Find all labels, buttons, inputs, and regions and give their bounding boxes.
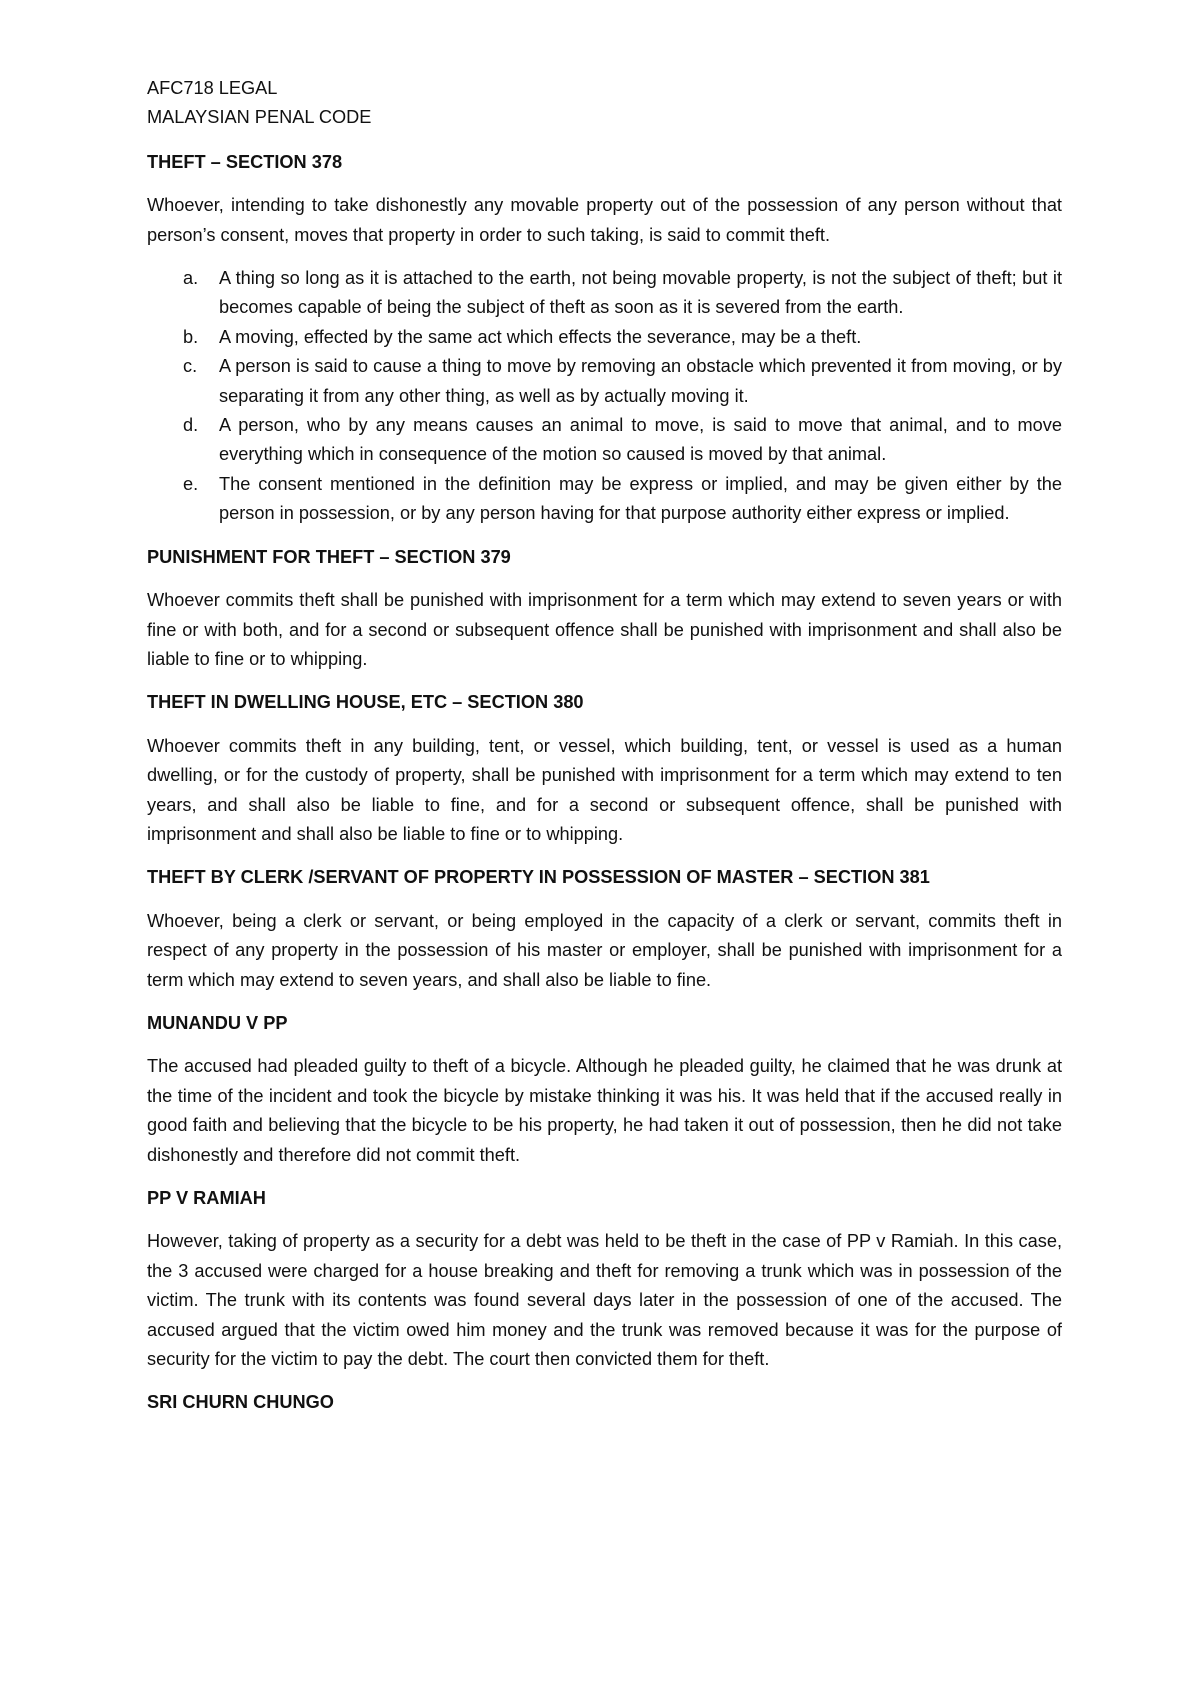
case-sri-churn-heading: SRI CHURN CHUNGO (147, 1392, 334, 1413)
explanation-item (147, 323, 1062, 352)
case-munandu-heading: MUNANDU V PP (147, 1012, 288, 1033)
explanation-marker: a. (183, 268, 199, 289)
explanation-item (147, 264, 1062, 323)
section-378-heading: THEFT – SECTION 378 (147, 151, 343, 172)
explanation-text: The consent mentioned in the definition may be express or implied, and may be given either by the person in possession, or by any person having for that purpose authority either express or implied. (219, 473, 1062, 524)
section-380-body: Whoever commits theft in any building, tent, or vessel, which building, tent, or vessel is used as a human dwelling, or for the custody of property, shall be punished with imprisonment for a term which may extend to ten years, and shall also be liable to fine, and for a second or subsequent offence, shall be punished with imprisonment and shall also be liable to fine or to whipping. (147, 735, 1062, 844)
document-subject: MALAYSIAN PENAL CODE (147, 107, 372, 128)
section-381-heading: THEFT BY CLERK /SERVANT OF PROPERTY IN POSSESSION OF MASTER – SECTION 381 (147, 867, 930, 888)
explanation-text: A person, who by any means causes an animal to move, is said to move that animal, and to move everything which in consequence of the motion so caused is moved by that animal. (219, 415, 1062, 465)
explanation-item (147, 352, 1062, 411)
section-381-body: Whoever, being a clerk or servant, or being employed in the capacity of a clerk or servant, commits theft in respect of any property in the possession of his master or employer, shall be punished with imprisonment for a term which may extend to seven years, and shall also be liable to fine. (147, 910, 1062, 990)
explanation-text: A thing so long as it is attached to the earth, not being movable property, is not the subject of theft; but it becomes capable of being the subject of theft as soon as it is severed from the earth. (219, 268, 1062, 318)
explanation-text: A moving, effected by the same act which effects the severance, may be a theft. (219, 326, 862, 347)
section-379-body: Whoever commits theft shall be punished with imprisonment for a term which may extend to seven years or with fine or with both, and for a second or subsequent offence shall be punished with imprisonment and shall also be liable to fine or to whipping. (147, 590, 1062, 669)
explanation-marker: c. (183, 356, 198, 377)
explanation-marker: b. (183, 326, 199, 347)
explanation-marker: d. (183, 415, 199, 436)
explanation-item (147, 470, 1062, 529)
document-page (147, 74, 1062, 1418)
course-code: AFC718 LEGAL (147, 78, 278, 98)
explanation-marker: e. (183, 473, 199, 494)
case-munandu-body: The accused had pleaded guilty to theft of a bicycle. Although he pleaded guilty, he claimed that he was drunk at the time of the incident and took the bicycle by mistake thinking it was his. It was held that if the accused really in good faith and believing that the bicycle to be his property, he had taken it out of possession, then he did not take dishonestly and therefore did not commit theft. (147, 1056, 1062, 1165)
explanation-text: A person is said to cause a thing to move by removing an obstacle which prevented it from moving, or by separating it from any other thing, as well as by actually moving it. (219, 356, 1062, 406)
case-ramiah-heading: PP V RAMIAH (147, 1188, 266, 1208)
section-380-heading: THEFT IN DWELLING HOUSE, ETC – SECTION 380 (147, 692, 584, 713)
section-379-heading: PUNISHMENT FOR THEFT – SECTION 379 (147, 546, 511, 567)
explanation-item (147, 411, 1062, 470)
section-378-explanations (147, 264, 1062, 529)
case-ramiah-body: However, taking of property as a security for a debt was held to be theft in the case of PP v Ramiah. In this case, the 3 accused were charged for a house breaking and theft for removing a trunk which was in possession of the victim. The trunk with its contents was found several days later in the possession of one of the accused. The accused argued that the victim owed him money and the trunk was removed because it was for the purpose of security for the victim to pay the debt. The court then convicted them for theft. (147, 1231, 1062, 1370)
section-378-body: Whoever, intending to take dishonestly any movable property out of the possession of any person without that person’s consent, moves that property in order to such taking, is said to commit theft. (147, 195, 1062, 245)
